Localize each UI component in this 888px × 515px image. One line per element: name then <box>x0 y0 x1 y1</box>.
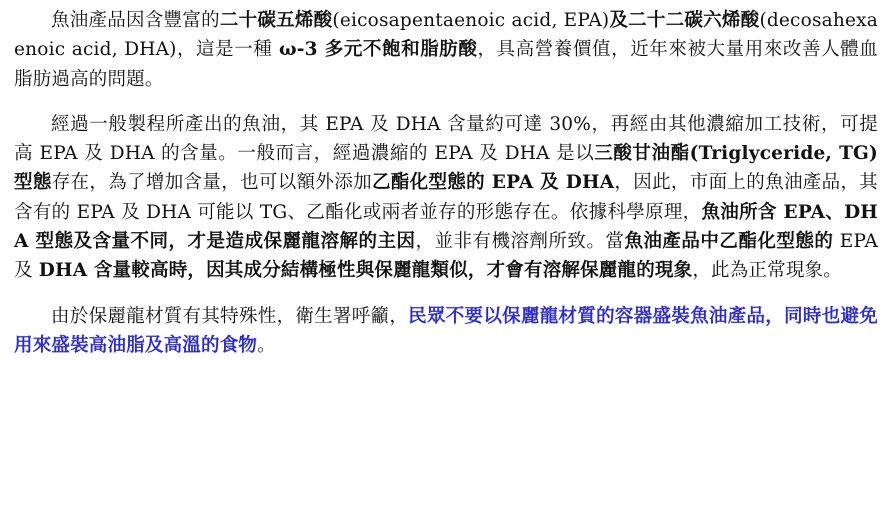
text-segment: ，具高營養價值，近年來被大量用來改善人體血脂肪過高的問題。 <box>14 39 878 90</box>
bold-term-dha: 及二十二碳六烯酸 <box>609 10 760 31</box>
text-segment: ，因此，市面上的魚油產品，其含有的 EPA 及 DHA 可能以 TG、乙酯化或兩者並存的形態存在。依據科學原理， <box>14 172 879 223</box>
text-segment: 存在，為了增加含量，也可以額外添加 <box>51 172 372 194</box>
text-segment: 魚油產品因含豐富的 <box>51 10 220 31</box>
text-segment: (eicosapentaenoic acid, EPA) <box>332 10 610 31</box>
blue-advice-text: 民眾不要以保麗龍材質的容器盛裝魚油產品，同時也避免用來盛裝高油脂及高溫的食物 <box>14 305 878 356</box>
document-body <box>14 6 878 360</box>
paragraph-fish-oil-forms <box>14 110 878 286</box>
text-segment: 由於保麗龍材質有其特殊性，衛生署呼籲， <box>51 305 409 327</box>
text-segment: ，此為正常現象。 <box>692 260 842 282</box>
text-segment: 經過一般製程所產出的魚油，其 EPA 及 DHA 含量約可達 30%，再經由其他濃縮加工技術，可提高 EPA 及 DHA 的含量。一般而言，經過濃縮的 EPA 及 DHA 是以 <box>14 113 878 165</box>
bold-term-tg-form: 三酸甘油酯(Triglyceride, TG)型態 <box>14 143 878 194</box>
text-segment: ，並非有機溶劑所致。當 <box>415 231 625 253</box>
bold-term-omega3: ω-3 多元不飽和脂肪酸 <box>278 39 478 61</box>
paragraph-health-advice <box>14 302 878 361</box>
bold-term-ethyl-ester: 乙酯化型態的 EPA 及 DHA <box>371 172 615 194</box>
bold-term-epa: 二十碳五烯酸 <box>219 10 333 31</box>
bold-main-cause: 魚油所含 EPA、DHA 型態及含量不同，才是造成保麗龍溶解的主因 <box>14 201 878 253</box>
text-segment: ，這是一種 <box>176 39 279 61</box>
bold-ethyl-ester-form: 魚油產品中乙酯化型態的 <box>624 231 834 253</box>
paragraph-epa-dha-intro <box>14 6 878 94</box>
text-segment: EPA 及 <box>14 231 879 282</box>
bold-dissolve-phenomenon: DHA 含量較高時，因其成分結構極性與保麗龍類似，才會有溶解保麗龍的現象 <box>38 260 693 282</box>
text-segment: 。 <box>257 334 276 356</box>
text-segment: (decosahexaenoic acid, DHA) <box>14 10 879 61</box>
